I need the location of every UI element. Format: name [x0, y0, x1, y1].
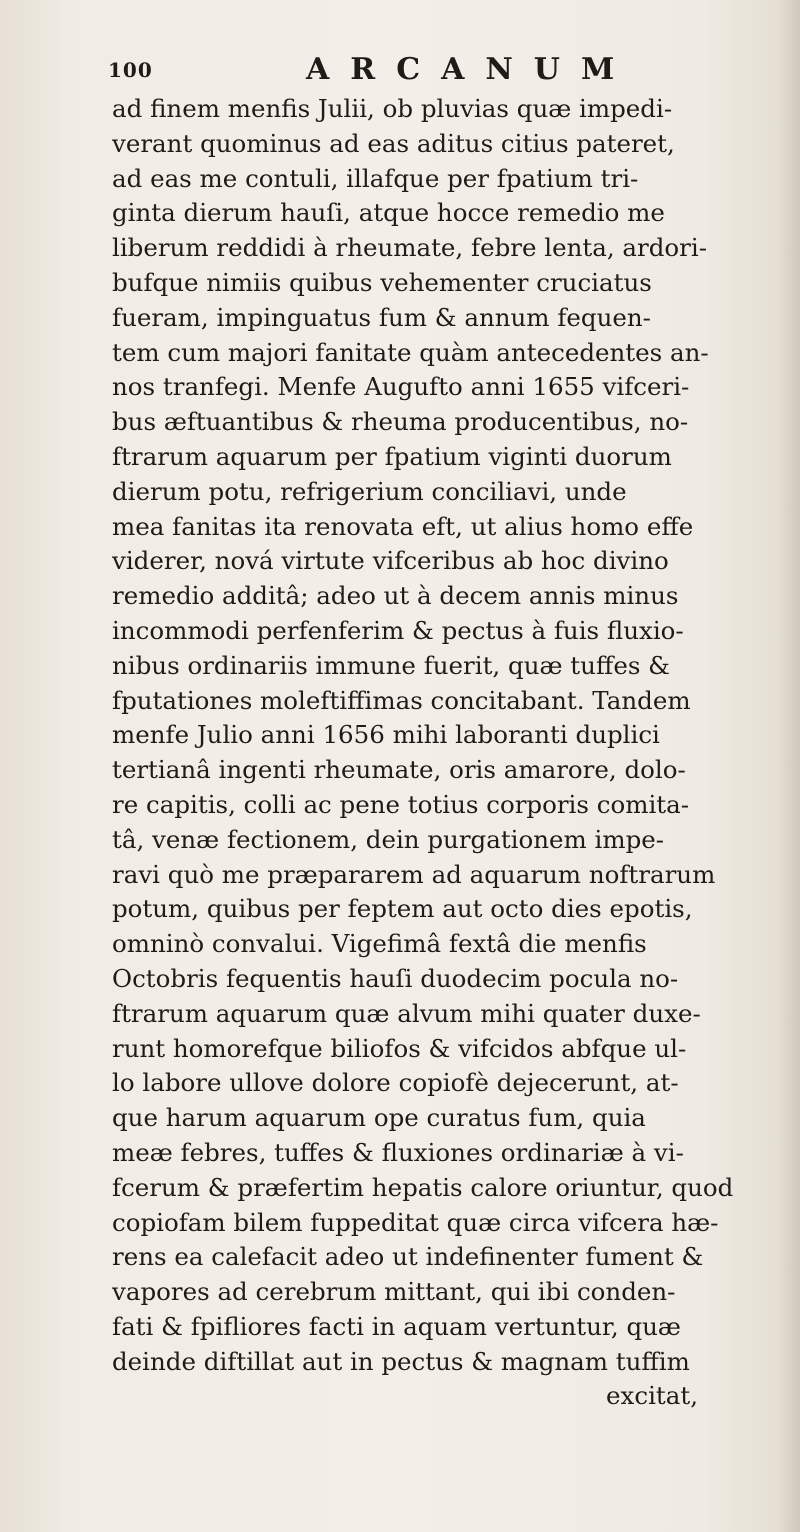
body-text [112, 92, 794, 1414]
page-header [108, 52, 728, 88]
text-line: nos tranfegi. Menfe Augufto anni 1655 vifceri- [112, 372, 690, 402]
text-line: ad eas me contuli, illafque per fpatium tri- [112, 163, 639, 193]
text-line: fati & fpifliores facti in aquam vertuntur, quæ [112, 1311, 681, 1341]
text-line: ravi quò me præpararem ad aquarum noftrarum [112, 859, 716, 889]
text-line: viderer, nová virtute vifceribus ab hoc divino [112, 546, 669, 576]
text-line: copiofam bilem fuppeditat quæ circa vifcera hæ- [112, 1207, 719, 1237]
text-line: menfe Julio anni 1656 mihi laboranti duplici [112, 720, 660, 750]
text-line: remedio additâ; adeo ut à decem annis minus [112, 581, 679, 611]
text-line: lo labore ullove dolore copiofè dejecerunt, at- [112, 1068, 679, 1098]
text-line: omninò convalui. Vigefimâ fextâ die menfis [112, 929, 647, 959]
text-line: liberum reddidi à rheumate, febre lenta, ardori- [112, 233, 707, 263]
text-line: meæ febres, tuffes & fluxiones ordinariæ à vi- [112, 1137, 684, 1167]
text-line: ftrarum aquarum quæ alvum mihi quater duxe- [112, 998, 701, 1028]
text-line: nibus ordinariis immune fuerit, quæ tuffes & [112, 650, 670, 680]
text-line: ad finem menfis Julii, ob pluvias quæ impedi- [112, 94, 673, 123]
text-line: ginta dierum hauſi, atque hocce remedio me [112, 198, 665, 228]
catchword: excitat, [606, 1381, 698, 1411]
text-line: Octobris fequentis hauſi duodecim pocula no- [112, 963, 679, 993]
text-line: vapores ad cerebrum mittant, qui ibi conden- [112, 1277, 676, 1307]
text-line: bus æftuantibus & rheuma producentibus, no- [112, 407, 689, 437]
text-line: potum, quibus per feptem aut octo dies epotis, [112, 894, 693, 924]
text-line: ftrarum aquarum per fpatium viginti duorum [112, 441, 672, 471]
text-line: fueram, impinguatus fum & annum fequen- [112, 302, 651, 332]
text-line: tertianâ ingenti rheumate, oris amarore, dolo- [112, 755, 686, 785]
text-line: mea fanitas ita renovata eft, ut alius homo effe [112, 511, 694, 541]
text-line: runt homorefque biliofos & vifcidos abfque ul- [112, 1033, 687, 1063]
text-line: tem cum majori fanitate quàm antecedentes an- [112, 337, 709, 367]
text-line: verant quominus ad eas aditus citius pateret, [112, 128, 675, 158]
text-line: fcerum & præfertim hepatis calore oriuntur, quod [112, 1172, 734, 1202]
text-line: re capitis, colli ac pene totius corporis comita- [112, 789, 690, 819]
running-title: ARCANUM [306, 52, 636, 87]
text-line: deinde diftillat aut in pectus & magnam tuffim [112, 1346, 690, 1376]
text-line: fputationes moleftiffimas concitabant. Tandem [112, 685, 691, 715]
text-line: incommodi perfenferim & pectus à fuis fluxio- [112, 615, 684, 645]
text-line: que harum aquarum ope curatus fum, quia [112, 1103, 646, 1133]
text-line: bufque nimiis quibus vehementer cruciatus [112, 267, 652, 297]
text-line: rens ea calefacit adeo ut indefinenter fument & [112, 1242, 704, 1272]
text-line: tâ, venæ fectionem, dein purgationem impe- [112, 824, 665, 854]
text-line: dierum potu, refrigerium conciliavi, unde [112, 476, 627, 506]
page-number: 100 [108, 58, 153, 82]
